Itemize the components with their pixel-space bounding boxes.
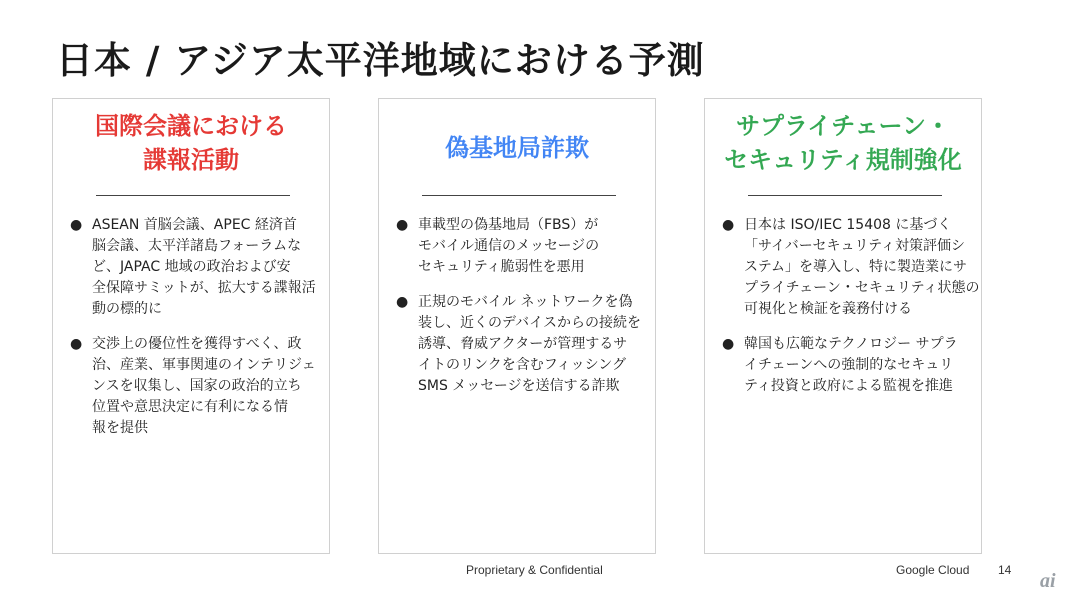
confidential-label: Proprietary & Confidential — [466, 563, 603, 577]
bullet-line: 全保障サミットが、拡大する諜報活 — [92, 280, 316, 296]
bullet-dot-icon: ● — [722, 336, 735, 352]
bullet-list — [68, 215, 317, 453]
bullet-line: 位置や意思決定に有利になる情 — [92, 399, 288, 415]
bullet-line: 正規のモバイル ネットワークを偽 — [418, 294, 633, 310]
card-title — [53, 109, 329, 177]
list-item — [394, 215, 643, 278]
list-item — [68, 334, 317, 439]
card-title-line: セキュリティ規制強化 — [724, 146, 962, 174]
list-item — [720, 334, 969, 397]
bullet-dot-icon: ● — [722, 217, 735, 233]
card-title-line: 諜報活動 — [143, 146, 239, 174]
bullet-line: 報を提供 — [92, 420, 148, 436]
bullet-line: ど、JAPAC 地域の政治および安 — [92, 259, 291, 275]
bullet-line: ステム」を導入し、特に製造業にサ — [744, 259, 968, 275]
bullet-line: ASEAN 首脳会議、APEC 経済首 — [92, 217, 297, 233]
bullet-line: 韓国も広範なテクノロジー サプラ — [744, 336, 958, 352]
bullet-line: 可視化と検証を義務付ける — [744, 301, 912, 317]
bullet-dot-icon: ● — [396, 294, 409, 310]
bullet-dot-icon: ● — [70, 336, 83, 352]
card-title — [379, 131, 655, 165]
card-title-line: 国際会議における — [95, 112, 287, 140]
bullet-line: 動の標的に — [92, 301, 162, 317]
card-supply-chain-regulation — [704, 98, 982, 554]
card-fake-base-station — [378, 98, 656, 554]
list-item — [720, 215, 980, 320]
bullet-line: プライチェーン・セキュリティ状態の — [744, 280, 980, 296]
bullet-line: 日本は ISO/IEC 15408 に基づく — [744, 217, 952, 233]
ai-logo-icon: ai — [1040, 570, 1056, 592]
page-number: 14 — [998, 563, 1012, 577]
list-item — [68, 215, 317, 320]
list-item — [394, 292, 643, 397]
bullet-line: SMS メッセージを送信する詐欺 — [418, 378, 620, 394]
bullet-dot-icon: ● — [70, 217, 83, 233]
card-title-line: 偽基地局詐欺 — [445, 134, 589, 162]
bullet-line: ティ投資と政府による監視を推進 — [744, 378, 953, 394]
card-divider — [422, 195, 616, 196]
brand-label: Google Cloud — [896, 563, 970, 577]
bullet-line: 車載型の偽基地局（FBS）が — [418, 217, 599, 233]
card-title — [705, 109, 981, 177]
bullet-line: 脳会議、太平洋諸島フォーラムな — [92, 238, 302, 254]
card-divider — [96, 195, 290, 196]
bullet-line: 誘導、脅威アクターが管理するサ — [418, 336, 628, 352]
bullet-line: モバイル通信のメッセージの — [418, 238, 600, 254]
bullet-line: 治、産業、軍事関連のインテリジェ — [92, 357, 316, 373]
bullet-line: ンスを収集し、国家の政治的立ち — [92, 378, 302, 394]
bullet-line: 装し、近くのデバイスからの接続を — [418, 315, 642, 331]
card-title-line: サプライチェーン・ — [735, 112, 951, 140]
bullet-line: セキュリティ脆弱性を悪用 — [418, 259, 585, 275]
bullet-line: イチェーンへの強制的なセキュリ — [744, 357, 954, 373]
bullet-line: イトのリンクを含むフィッシング — [418, 357, 626, 373]
card-divider — [748, 195, 942, 196]
bullet-line: 「サイバーセキュリティ対策評価シ — [744, 238, 966, 254]
card-intelligence-at-conferences — [52, 98, 330, 554]
bullet-line: 交渉上の優位性を獲得すべく、政 — [92, 336, 302, 352]
bullet-list — [720, 215, 980, 411]
slide-title: 日本 / アジア太平洋地域における予測 — [56, 39, 705, 82]
bullet-dot-icon: ● — [396, 217, 409, 233]
bullet-list — [394, 215, 643, 411]
